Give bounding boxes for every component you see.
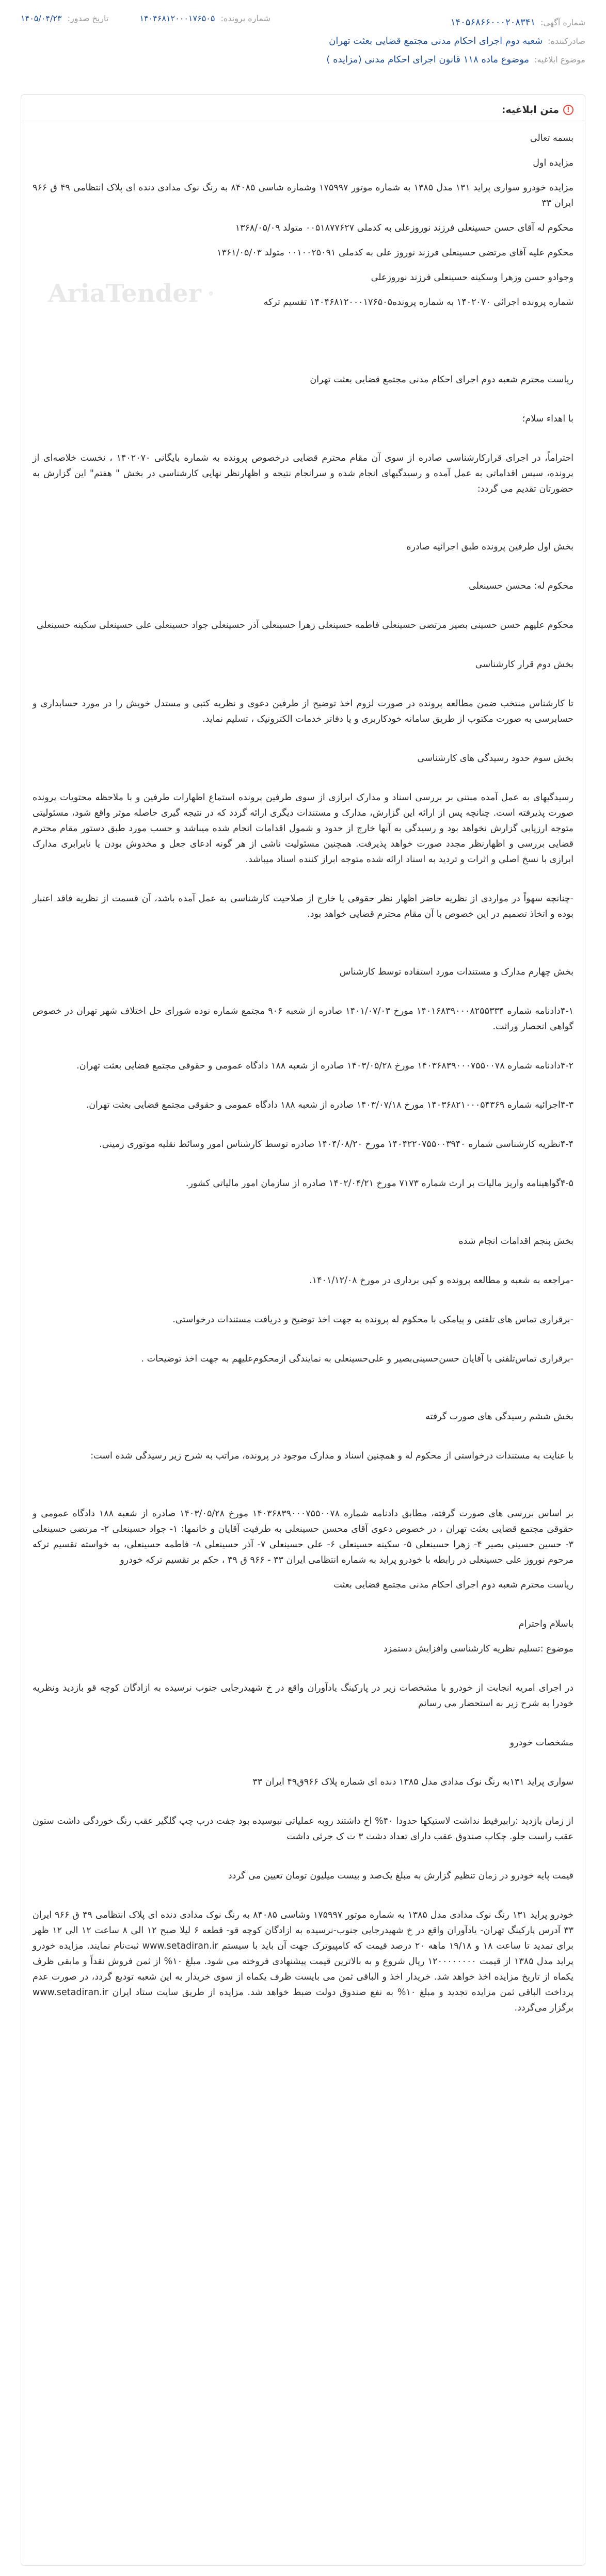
paragraph: باسلام واحترام <box>518 1619 573 1629</box>
letter-number-label: شماره پرونده: <box>220 13 270 23</box>
section-heading: بخش پنجم اقدامات انجام شده <box>458 1236 573 1246</box>
paragraph: ۴-۲دادنامه شماره ۱۴۰۳۶۸۳۹۰۰۰۷۵۵۰۰۷۸ مورخ ۱۴۰۳/۰۵/۲۸ صادره از شعبه ۱۸۸ دادگاه عمومی و حقوقی مجتمع قضایی بعثت تهران. <box>76 1061 573 1071</box>
paragraph: بسمه تعالی <box>530 133 573 143</box>
subject-row <box>326 51 585 69</box>
paragraph: در اجرای امریه انجابت از خودرو با مشخصات زیر در پارکینگ یادآوران واقع در خ شهیدرجایی جنوب نرسیده به ازادگان کوچه قو بازدید ونظریه خودرا به شرح زیر به استحضار می رسانم <box>33 1683 573 1709</box>
paragraph: بر اساس بررسی های صورت گرفته، مطابق دادنامه شماره ۱۴۰۳۶۸۳۹۰۰۰۷۵۵۰۰۷۸ مورخ ۱۴۰۳/۰۵/۲۸ صادره از شعبه ۱۸۸ دادگاه عمومی و حقوقی مجتمع قضایی بعثت تهران ، در خصوص دعوی آقای محسن حسینعلی به طرفیت آقایان و خانمها: ۱- جواد حسینعلی ۲- مرتضی حسینعلی ۳- حسین حسینی بصیر ۴- زهرا حسینعلی ۵- سکینه حسینعلی ۶- علی حسینعلی ۷- آذر حسینعلی ۸- فاطمه حسینعلی، به خواسته تقسیم ترکه مرحوم نوروز علی حسینعلی در رابطه با خودرو پراید به شماره انتظامی ایران ۳۳ - ۹۶۶ ق ۴۹ ، حکم بر تقسیم ترکه خودرو <box>33 1509 574 1565</box>
paragraph: وجوادو حسن وزهرا وسکینه حسینعلی فرزند نوروزعلی <box>371 272 573 283</box>
paragraph: -مراجعه به شعبه و مطالعه پرونده و کپی برداری در مورخ ۱۴۰۱/۱۲/۰۸. <box>309 1275 573 1286</box>
paragraph: ۴-۴نظریه کارشناسی شماره ۱۴۰۴۲۲۰۷۵۵۰۰۳۹۴۰ مورخ ۱۴۰۴/۰۸/۲۰ صادره توسط کارشناس امور وسائط نقلیه موتوری زمینی. <box>99 1139 573 1149</box>
paragraph: با عنایت به مستندات درخواستی از محکوم له و همچنین اسناد و مدارک موجود در پرونده، مراتب به شرح زیر رسیدگی شده است: <box>90 1451 573 1461</box>
issuer-label: صادرکننده: <box>548 36 585 46</box>
section-heading: مشخصات خودرو <box>509 1738 573 1748</box>
paragraph: محکوم له آقای حسن حسینعلی فرزند نوروزعلی به کدملی ۰۰۵۱۸۷۷۶۲۷ متولد ۱۳۶۸/۰۵/۰۹ <box>235 223 573 233</box>
section-heading: بخش دوم قرار کارشناسی <box>475 659 573 670</box>
paragraph: با اهداء سلام؛ <box>522 414 573 424</box>
issuer: شعبه دوم اجرای احکام مدنی مجتمع قضایی بعثت تهران <box>329 36 543 46</box>
card-title <box>33 95 573 121</box>
issuer-row <box>326 32 585 51</box>
letter-number-group <box>139 13 270 23</box>
card-title-text: متن ابلاغیه: <box>501 104 559 116</box>
subject-label: موضوع ابلاغیه: <box>534 55 585 64</box>
notice-body <box>33 131 573 2016</box>
notice-card <box>21 94 585 2566</box>
paragraph: از زمان بازدید :رابیرفیط نداشت لاستیکها حدودا ۴۰% اخ داشتند روبه عملیاتی نبوسیده بود جفت درب چپ گلگیر عقب رنگ خوردگی داشت ستون عقب راست جلو. چکاپ صندوق عقب دارای تعداد دشت ۳ ت ک جرئی داشت <box>33 1816 574 1842</box>
section-heading: بخش چهارم مدارک و مستندات مورد استفاده توسط کارشناس <box>339 967 573 977</box>
letter-number: ۱۴۰۴۶۸۱۲۰۰۰۱۷۶۵۰۵ <box>139 13 215 23</box>
paragraph: مزایده خودرو سواری پراید ۱۳۱ مدل ۱۳۸۵ به شماره موتور ۱۷۵۹۹۷ وشماره شاسی ۸۴۰۸۵ به رنگ نوک مدادی دنده ای پلاک انتظامی ۴۹ ق ۹۶۶ ایران ۳۳ <box>33 183 573 208</box>
issue-date: ۱۴۰۵/۰۴/۲۳ <box>21 13 62 23</box>
paragraph: سواری پراید ۱۳۱به رنگ نوک مدادی مدل ۱۳۸۵ دنده ای شماره پلاک ۹۶۶ق۴۹ ایران ۳۳ <box>252 1777 573 1787</box>
paragraph: شماره پرونده اجرائی ۱۴۰۲۰۷۰ به شماره پرونده۱۴۰۴۶۸۱۲۰۰۰۱۷۶۵۰۵ تقسیم ترکه <box>263 297 573 307</box>
paragraph: رسیدگیهای به عمل آمده مبتنی بر بررسی اسناد و مدارک ابرازی از سوی طرفین پرونده استماع اظهارات طرفین و با ملاحظه محتویات پرونده صورت پذیرفته است. چنانچه پس از ارائه این گزارش، مدارک و مستندات دیگری ارائه گردد که در نتیجه گیری حاصله موثر واقع شود، مسئولیتی متوجه ارزیابی گزارش نخواهد بود و رسیدگی به آنها خارج از حدود و شمول اقدامات انجام شده میباشد و حسب مورد طبق دستور مقام محترم قضایی بررسی و اظهارنظر مجدد صورت خواهد پذیرفت. همچنین مسئولیت ناشی از هر گونه ادعای جعل و مخدوش بودن یا نابرابری مدارک ابرازی با نسخ اصلی و اثرات و تردید به اسناد ارائه شده متوجه ابراز کننده اسناد میباشد. <box>33 792 573 865</box>
date-group <box>21 13 108 23</box>
paragraph: ۴-۱دادنامه شماره ۱۴۰۱۶۸۳۹۰۰۰۸۲۵۵۳۳۴ مورخ ۱۴۰۱/۰۷/۰۳ صادره از شعبه ۹۰۶ مجتمع شماره نوده شورای حل اختلاف شهر تهران در خصوص گواهی انحصار وراثت. <box>33 1006 574 1032</box>
notice-header <box>21 4 585 94</box>
paragraph: -چنانچه سهواً در مواردی از نظریه حاضر اظهار نظر حقوقی یا خارج از صلاحیت کارشناسی به عمل آمده باشد، آن قسمت از نظریه فاقد اعتبار بوده و اتخاذ تصمیم در این خصوص با آن مقام محترم قضایی خواهد بود. <box>33 894 573 919</box>
paragraph: -برقراری تماس‌تلفنی با آقایان حسن‌حسینی‌بصیر و علی‌حسینعلی به نمایندگی ازمحکوم‌علیهم به جهت اخذ توضیحات . <box>141 1354 573 1364</box>
section-heading: بخش سوم حدود رسیدگی های کارشناسی <box>417 753 573 764</box>
notice-number: ۱۴۰۵۶۸۶۶۰۰۰۲۰۸۳۴۱ <box>450 17 536 28</box>
paragraph: قیمت پایه خودرو در زمان تنظیم گزارش به مبلغ یک‌صد و بیست میلیون تومان تعیین می گردد <box>228 1871 573 1881</box>
paragraph: محکوم له: محسن حسینعلی <box>469 581 573 591</box>
paragraph: محکوم علیهم حسن حسینی بصیر مرتضی حسینعلی فاطمه حسینعلی زهرا حسینعلی آذر حسینعلی جواد حسینعلی علی حسینعلی سکینه حسینعلی <box>36 620 573 630</box>
header-info <box>326 13 585 69</box>
paragraph: محکوم علیه آقای مرتضی حسینعلی فرزند نوروز علی به کدملی ۰۰۱۰۰۲۵۰۹۱ متولد ۱۳۶۱/۰۵/۰۳ <box>217 248 573 258</box>
paragraph: ریاست محترم شعبه دوم اجرای احکام مدنی مجتمع قضایی بعثت <box>333 1580 573 1590</box>
watermark-text: AriaTender <box>48 279 201 308</box>
alert-circle-icon: ! <box>563 105 573 115</box>
paragraph: ۴-۵گواهینامه واریز مالیات بر ارث شماره ۷۱۷۳ مورخ ۱۴۰۲/۰۴/۲۱ صادره از سازمان امور مالیاتی کشور. <box>185 1178 573 1189</box>
section-heading: بخش ششم رسیدگی های صورت گرفته <box>425 1412 573 1422</box>
notice-number-row <box>326 13 585 32</box>
paragraph: مزایده اول <box>533 158 573 168</box>
paragraph: تا کارشناس منتخب ضمن مطالعه پرونده در صورت لزوم اخذ توضیح از طرفین دعوی و نظریه کتبی و مستدل خویش را در مورد حسابداری و حسابرسی به صورت مکتوب از طریق سامانه خودکاربری و یا دفاتر خدمات الکترونیک ، تسلیم نماید. <box>33 699 573 724</box>
paragraph: خودرو پراید ۱۳۱ رنگ نوک مدادی مدل ۱۳۸۵ به شماره موتور ۱۷۵۹۹۷ وشاسی ۸۴۰۸۵ به رنگ نوک مدادی دنده ای پلاک انتظامی ۴۹ ق ۹۶۶ ایران ۳۳ آدرس پارکینگ تهران- یادآوران واقع در خ شهیدرجایی جنوب-نرسیده به ازادگان کوچه قو- قطعه ۶ لیلا صبح ۱۲ الی ۸ ساعت ۱۲ الی ۱۲ ظهر برای تمدید تا ساعت ۱۸ و ۱۹/۱۸ ماهه ۲۰ درصد قیمت که کامپیوترک جهت آن باید با سیستم www.setadiran.ir ثبت‌نام نمایند. مزایده خودرو پراید مدل ۱۳۸۵ از قیمت ۱۲۰۰۰۰۰۰۰۰ ریال شروع و به بالاترین قیمت پیشنهادی فروخته می شود. مبلغ ۱۰% از ثمن فروش نقداً و مابقی ظرف یکماه از تاریخ مزایده اخذ خواهد شد. خریدار اخذ و الباقی ثمن می بایست ظرف یکماه از سوی خریدار به این شعبه تودیع گردد، در صورت عدم پرداخت الباقی ثمن مزایده تجدید و مبلغ ۱۰% به نفع صندوق دولت ضبط خواهد شد. مزایده از طریق سایت ستاد ایران www.setadiran.ir برگزار می‌گردد. <box>33 1910 574 2013</box>
paragraph: -برقراری تماس های تلفنی و پیامکی با محکوم له پرونده به جهت اخذ توضیح و دریافت مستندات درخواستی. <box>172 1315 573 1325</box>
subject: موضوع ماده ۱۱۸ قانون اجرای احکام مدنی (مزایده ) <box>326 54 530 65</box>
paragraph: ۴-۳اجرائیه شماره ۱۴۰۳۶۸۲۱۰۰۰۵۴۳۶۹ مورخ ۱۴۰۳/۰۷/۱۸ صادره از شعبه ۱۸۸ دادگاه عمومی و حقوقی مجتمع قضایی بعثت تهران. <box>86 1100 573 1110</box>
paragraph: موضوع :تسلیم نظریه کارشناسی وافزایش دستمزد <box>383 1644 573 1654</box>
section-heading: بخش اول طرفین پرونده طبق اجرائیه صادره <box>406 542 573 552</box>
notice-number-label: شماره آگهی: <box>540 18 585 27</box>
paragraph: احتراماً، در اجرای قرارکارشناسی صادره از سوی آن مقام محترم قضایی درخصوص پرونده به شماره بایگانی ۱۴۰۲۰۷۰ ، نخست خلاصه‌ای از پرونده، سپس اقداماتی به عمل آمده و رسیدگیهای انجام شده و سرانجام نتیجه و اظهارنظر نهایی کارشناسی در بخش " هفتم" این گزارش به حضورتان تقدیم می گردد: <box>33 453 573 494</box>
paragraph: ریاست محترم شعبه دوم اجرای احکام مدنی مجتمع قضایی بعثت تهران <box>310 375 573 385</box>
date-label: تاریخ صدور: <box>67 13 109 23</box>
header-meta <box>21 13 270 23</box>
